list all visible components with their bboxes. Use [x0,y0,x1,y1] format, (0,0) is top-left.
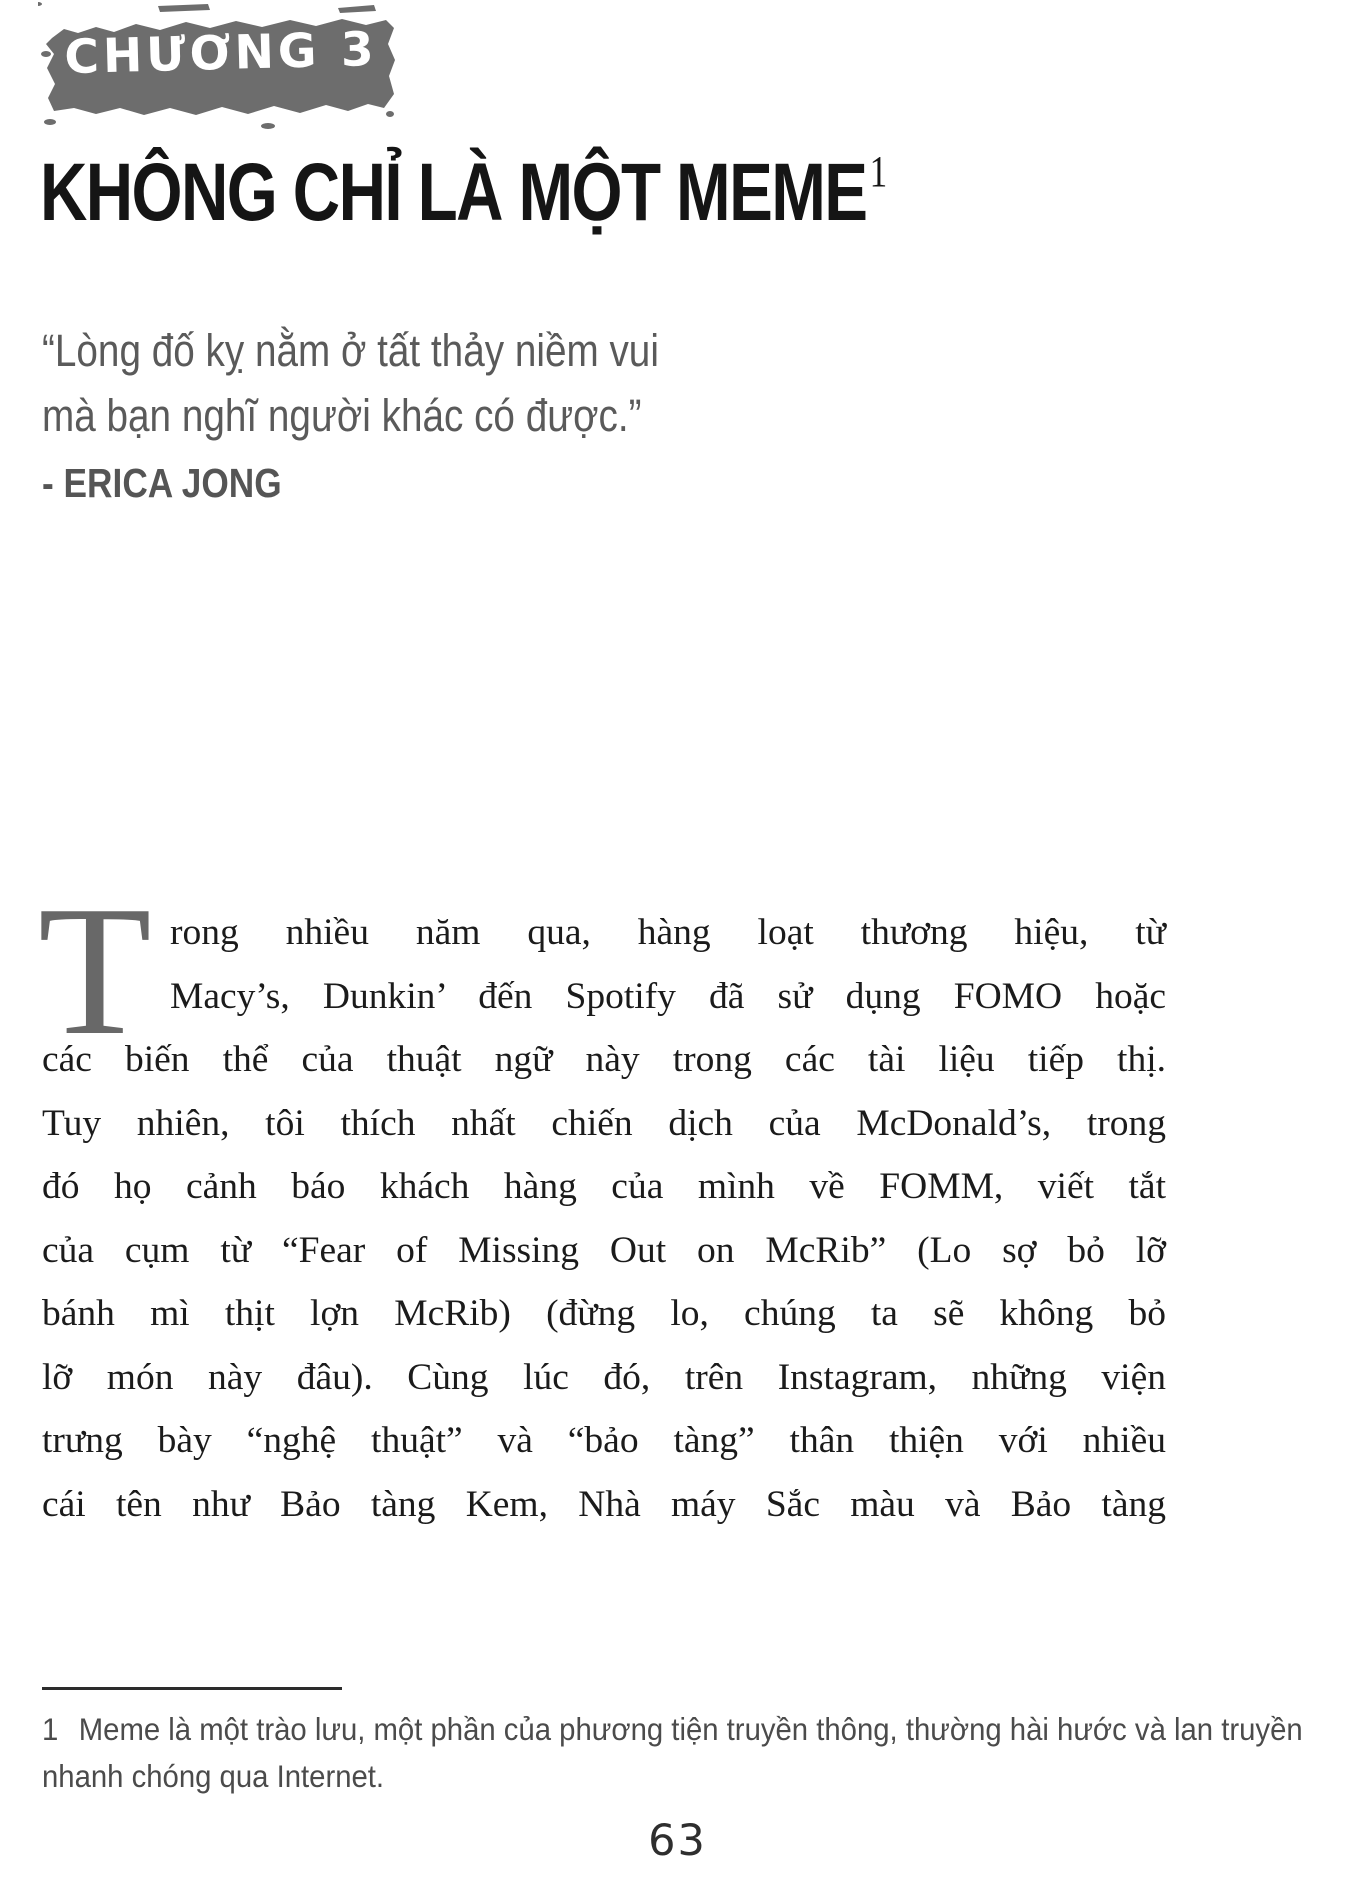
chapter-title [40,146,1000,240]
footnote-text: Meme là một trào lưu, một phần của phương tiện truyền thông, thường hài hước và lan truyền nhanh chóng qua Internet. [42,1711,1303,1794]
body-line: các biến thể của thuật ngữ này trong các tài liệu tiếp thị. [42,1039,1166,1080]
title-footnote-reference: 1 [869,146,888,196]
epigraph-quote [42,318,659,448]
chapter-badge-label: CHƯƠNG 3 [63,21,379,86]
footnote [42,1706,1337,1800]
body-line: cái tên như Bảo tàng Kem, Nhà máy Sắc màu và Bảo tàng [42,1483,1166,1525]
footnote-separator [42,1687,342,1690]
body-line: của cụm từ “Fear of Missing Out on McRib” (Lo sợ bỏ lỡ [42,1229,1166,1271]
body-line: rong nhiều năm qua, hàng loạt thương hiệu, từ [170,912,1166,953]
drop-cap-spacer [42,901,170,1028]
drop-cap: T [38,868,152,1074]
quote-line: “Lòng đố kỵ nằm ở tất thảy niềm vui [42,325,659,376]
body-line: lỡ món này đâu). Cùng lúc đó, trên Instagram, những viện [42,1356,1166,1398]
body-line: trưng bày “nghệ thuật” và “bảo tàng” thân thiện với nhiều [42,1420,1166,1461]
body-line: Macy’s, Dunkin’ đến Spotify đã sử dụng FOMO hoặc [170,975,1166,1017]
quote-line: mà bạn nghĩ người khác có được.” [42,390,642,441]
body-line: đó họ cảnh báo khách hàng của mình về FOMM, viết tắt [42,1166,1166,1207]
body-line: bánh mì thịt lợn McRib) (đừng lo, chúng ta sẽ không bỏ [42,1293,1166,1334]
quote-attribution: - ERICA JONG [42,460,282,506]
chapter-title-text: KHÔNG CHỈ LÀ MỘT MEME [40,147,867,238]
footnote-marker: 1 [42,1711,59,1747]
body-line: Tuy nhiên, tôi thích nhất chiến dịch của McDonald’s, trong [42,1102,1166,1144]
page-number: 63 [648,1816,707,1866]
body-paragraph [42,901,1166,1536]
chapter-badge [38,2,404,134]
